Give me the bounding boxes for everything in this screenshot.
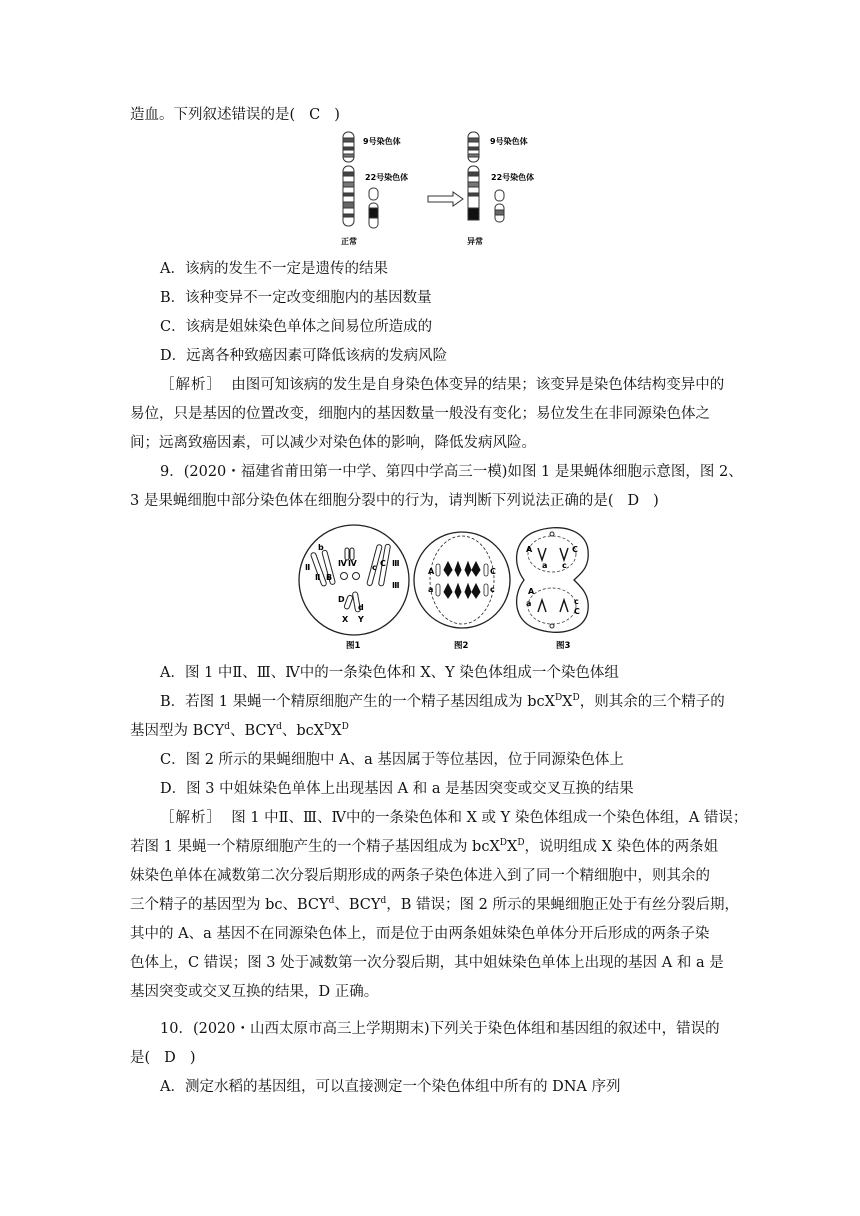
chromosome-translocation-figure [335, 130, 555, 250]
cell-division-figures [290, 522, 620, 654]
svg-text:A: A [528, 587, 535, 596]
figure-1-cell [299, 525, 409, 651]
q9-option-d: D．图 3 中姐妹染色单体上出现基因 A 和 a 是基因突变或交叉互换的结果 [160, 781, 634, 797]
arrow-right-icon [428, 192, 463, 206]
q9-stem-1: 9．(2020・福建省莆田第一中学、第四中学高三一模)如图 1 是果蝇体细胞示意图，图 2、 [160, 464, 743, 480]
q8-analysis-line-1: ［解析］ 由图可知该病的发生是自身染色体变异的结果；该变异是染色体结构变异中的 [160, 377, 725, 393]
figure-2-cell [414, 532, 510, 651]
svg-text:Ⅱ: Ⅱ [305, 563, 311, 572]
svg-text:a: a [428, 585, 434, 594]
svg-text:9号染色体: 9号染色体 [490, 137, 528, 146]
q9-option-b-line-2: 基因型为 BCY$^d$、BCY$^d$、$bcX^DX^D$ [130, 722, 349, 739]
svg-text:图1: 图1 [346, 641, 361, 651]
q8-answer: C [309, 107, 321, 123]
q9-option-c: C．图 2 所示的果蝇细胞中 A、a 基因属于等位基因，位于同源染色体上 [160, 752, 624, 768]
svg-text:Ⅲ: Ⅲ [392, 559, 400, 568]
svg-text:C: C [380, 559, 386, 568]
q9-analysis-line-4: 三个精子的基因型为 bc、BCY$^d$、BCY$^d$，B 错误；图 2 所示的果蝇细胞正处于有丝分裂后期， [130, 896, 739, 913]
q9-stem-2: 3 是果蝇细胞中部分染色体在细胞分裂中的行为，请判断下列说法正确的是( D ) [130, 493, 659, 509]
q10-answer: D [164, 1050, 176, 1066]
svg-text:Ⅳ: Ⅳ [348, 559, 357, 568]
q8-analysis-line-2: 易位，只是基因的位置改变，细胞内的基因数量一般没有变化；易位发生在非同源染色体之 [130, 406, 710, 422]
svg-text:Y: Y [358, 615, 364, 624]
svg-text:异常: 异常 [467, 237, 483, 246]
chr9-abnormal [468, 132, 479, 220]
svg-text:C: C [572, 545, 578, 554]
svg-text:c: c [372, 563, 377, 572]
q8-stem: 造血。下列叙述错误的是( C ) [130, 107, 340, 123]
q9-analysis-line-7: 基因突变或交叉互换的结果，D 正确。 [130, 984, 379, 1000]
chr9-normal [343, 132, 354, 226]
svg-text:22号染色体: 22号染色体 [491, 173, 535, 182]
q8-option-b: B．该种变异不一定改变细胞内的基因数量 [160, 290, 432, 306]
svg-text:c: c [574, 597, 579, 606]
svg-text:Ⅱ: Ⅱ [315, 573, 321, 582]
svg-text:图2: 图2 [454, 641, 469, 651]
q8-option-a: A．该病的发生不一定是遗传的结果 [160, 261, 388, 277]
svg-text:图3: 图3 [556, 641, 571, 651]
q10-option-a: A．测定水稻的基因组，可以直接测定一个染色体组中所有的 DNA 序列 [160, 1079, 621, 1095]
svg-text:A: A [526, 545, 533, 554]
svg-text:正常: 正常 [341, 237, 357, 246]
q9-analysis-line-5: 其中的 A、a 基因不在同源染色体上，而是位于由两条姐妹染色单体分开后形成的两条子染 [130, 926, 710, 942]
svg-text:22号染色体: 22号染色体 [365, 173, 409, 182]
q10-stem-2: 是( D ) [130, 1050, 196, 1066]
svg-text:D: D [338, 595, 345, 604]
q8-option-c: C．该病是姐妹染色单体之间易位所造成的 [160, 319, 433, 335]
q8-analysis-line-3: 间；远离致癌因素，可以减少对染色体的影响，降低发病风险。 [130, 435, 536, 451]
q9-analysis-line-3: 妹染色单体在减数第二次分裂后期形成的两条子染色体进入到了同一个精细胞中，则其余的 [130, 868, 710, 884]
q10-stem-1: 10．(2020・山西太原市高三上学期期末)下列关于染色体组和基因组的叙述中，错误的 [160, 1021, 720, 1037]
svg-text:B: B [326, 573, 333, 582]
svg-text:A: A [428, 567, 435, 576]
q9-option-b-line-1: B．若图 1 果蝇一个精原细胞产生的一个精子基因组成为 $bcX^DX^D$，则其余的三个精子的 [160, 693, 725, 710]
svg-text:d: d [358, 603, 364, 612]
svg-text:C: C [574, 607, 580, 616]
svg-text:Ⅳ: Ⅳ [338, 559, 347, 568]
svg-text:C: C [490, 567, 496, 576]
chr22-abnormal [495, 190, 504, 222]
q9-analysis-line-2: 若图 1 果蝇一个精原细胞产生的一个精子基因组成为 $bcX^DX^D$，说明组成 X 染色体的两条姐 [130, 838, 719, 855]
q9-analysis-line-1: ［解析］ 图 1 中Ⅱ、Ⅲ、Ⅳ中的一条染色体和 X 或 Y 染色体组成一个染色体组，A 错误； [160, 810, 748, 826]
svg-text:c: c [490, 585, 495, 594]
svg-text:9号染色体: 9号染色体 [363, 137, 401, 146]
svg-text:b: b [318, 543, 324, 552]
q9-answer: D [627, 493, 640, 509]
svg-text:a: a [542, 561, 548, 570]
svg-text:a: a [526, 599, 532, 608]
svg-text:X: X [342, 615, 349, 624]
q8-option-d: D．远离各种致癌因素可降低该病的发病风险 [160, 348, 448, 364]
chr22-normal [369, 188, 378, 228]
figure-3-cell [517, 528, 589, 651]
svg-text:Ⅲ: Ⅲ [392, 581, 400, 590]
svg-text:c: c [562, 561, 567, 570]
q9-option-a: A．图 1 中Ⅱ、Ⅲ、Ⅳ中的一条染色体和 X、Y 染色体组成一个染色体组 [160, 665, 619, 681]
q9-analysis-line-6: 色体上，C 错误；图 3 处于减数第一次分裂后期，其中姐妹染色单体上出现的基因 A 和 a 是 [130, 955, 724, 971]
